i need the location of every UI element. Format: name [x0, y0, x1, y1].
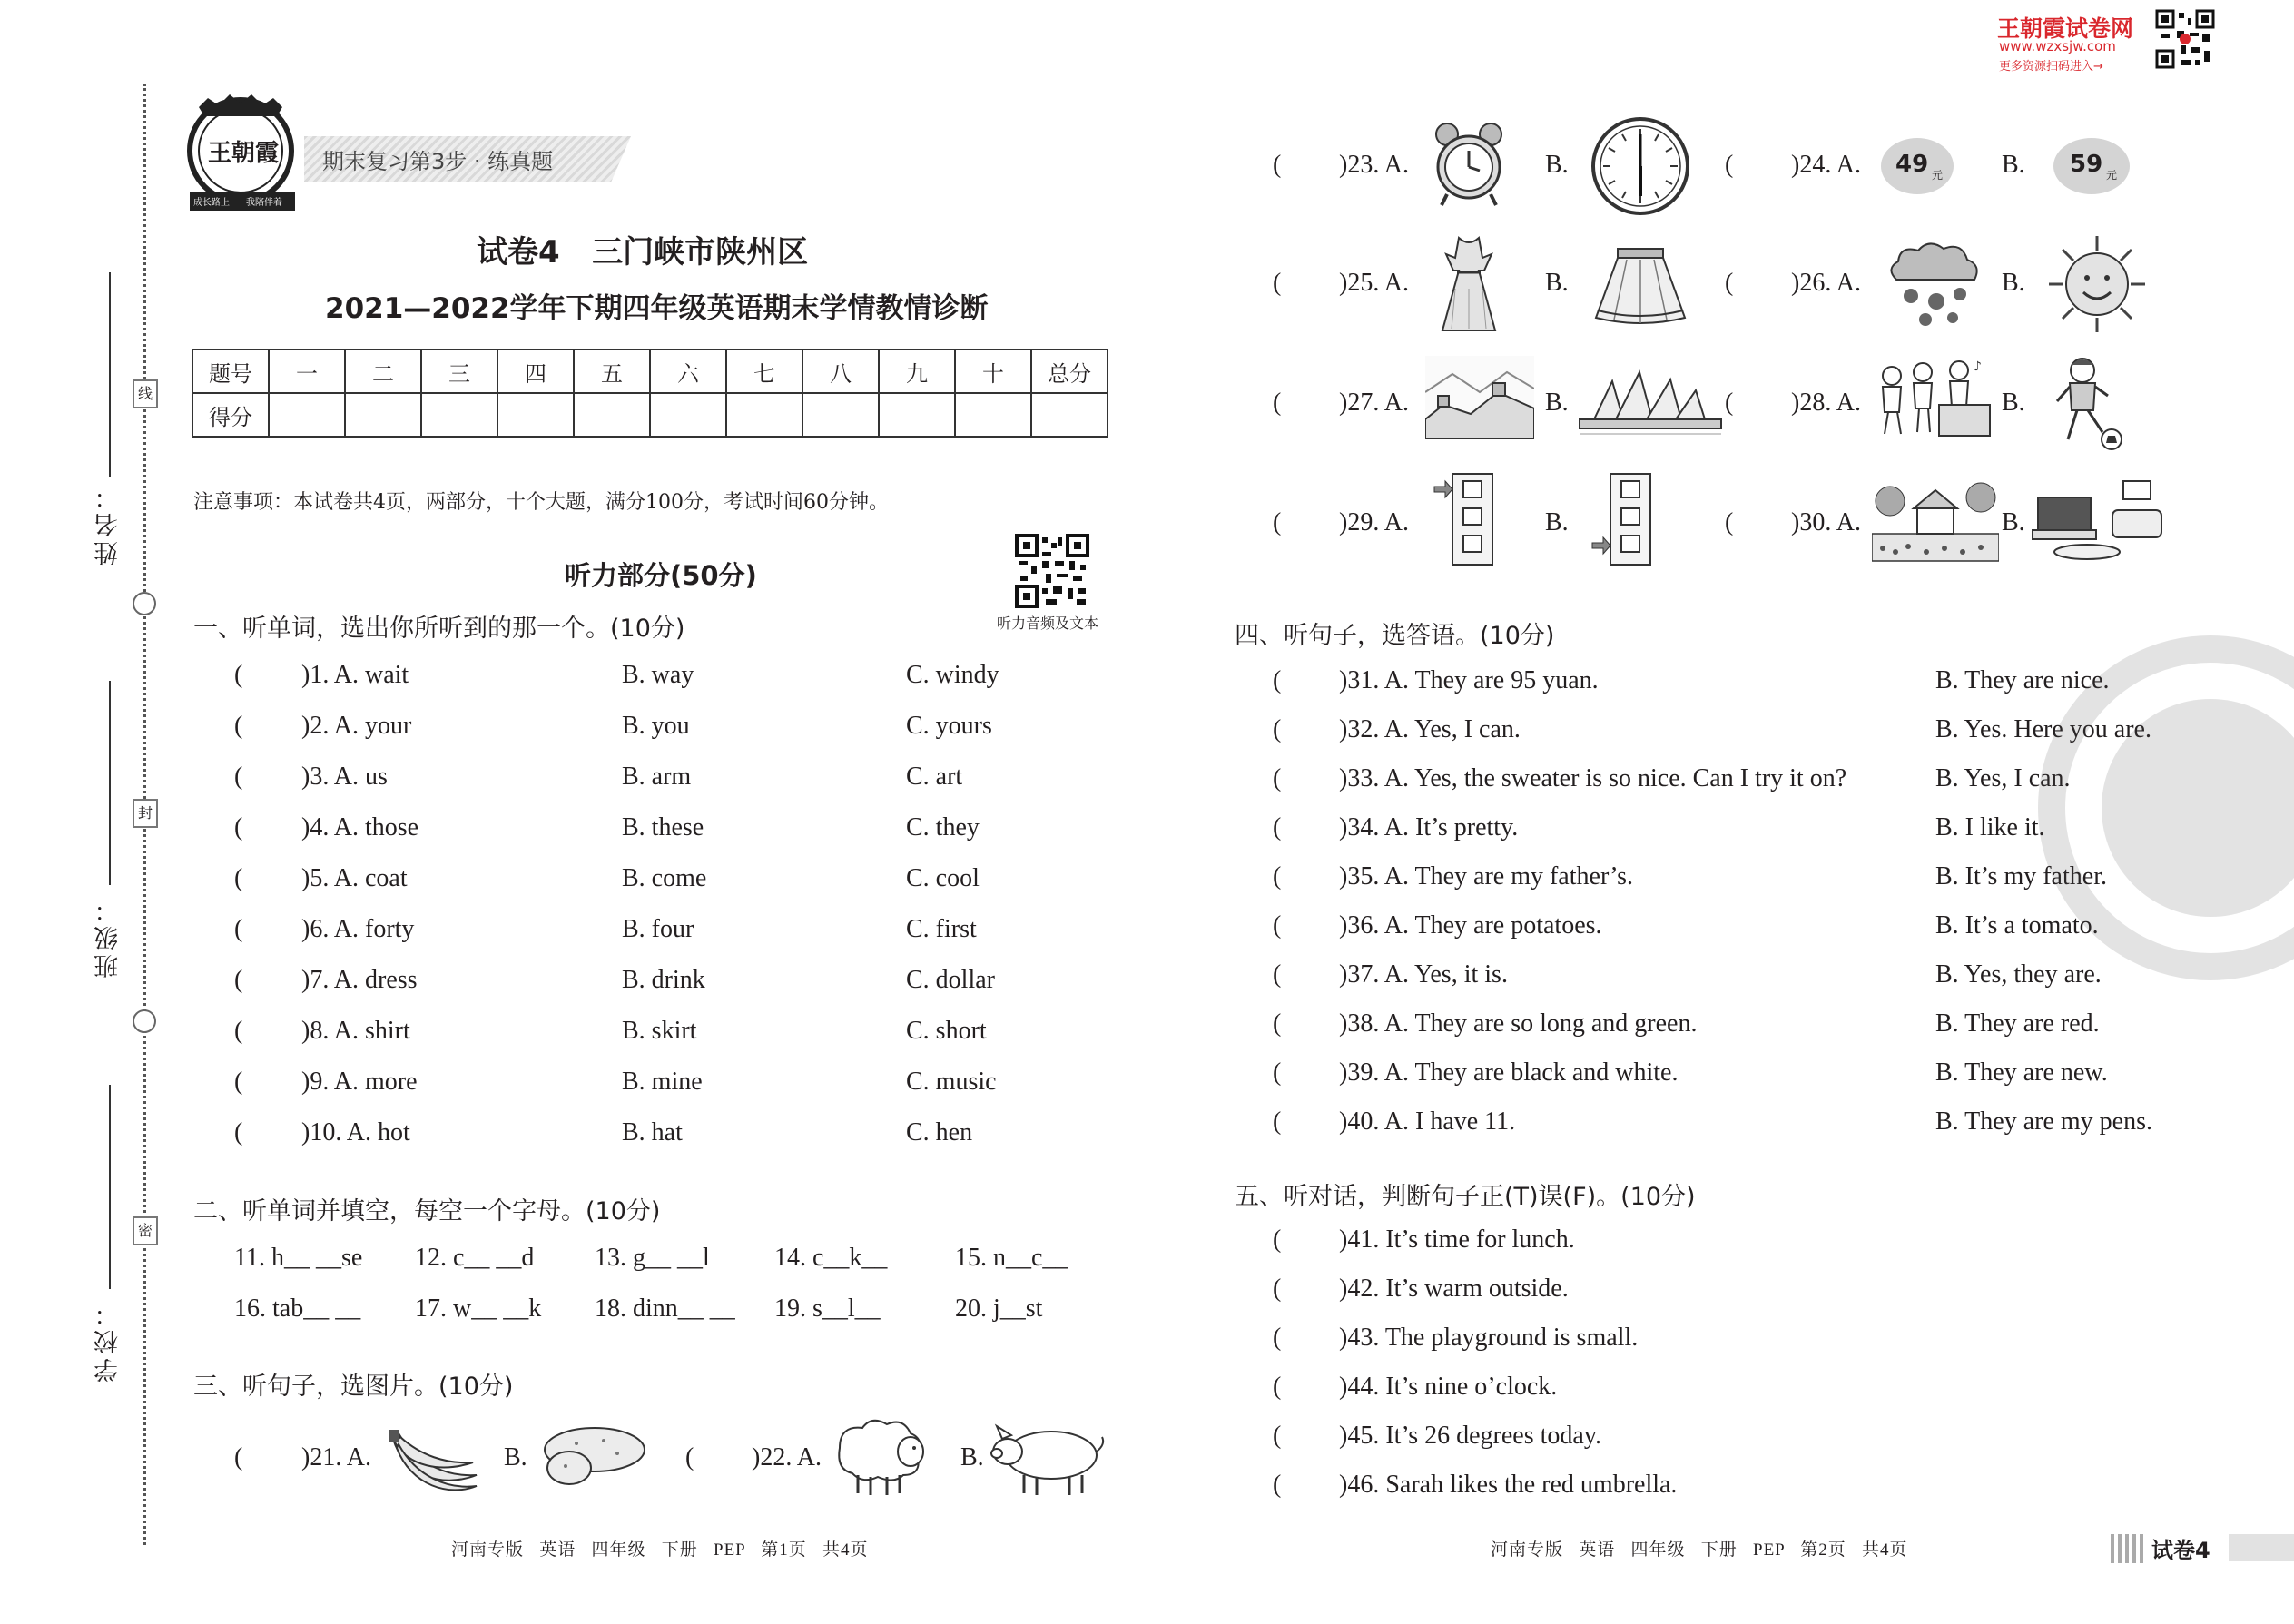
- answer-blank[interactable]: (: [1273, 813, 1282, 842]
- answer-blank[interactable]: (: [234, 763, 243, 791]
- answer-blank[interactable]: (: [234, 1443, 243, 1471]
- option-b: B. Yes, they are.: [1935, 960, 2102, 989]
- great-wall-picture[interactable]: [1425, 356, 1534, 443]
- seal-mark-feng: 封: [133, 799, 158, 828]
- answer-blank[interactable]: (: [234, 1068, 243, 1096]
- answer-blank[interactable]: (: [1725, 269, 1734, 297]
- score-cell: 二: [345, 349, 421, 393]
- option-b: B. drink: [622, 966, 705, 994]
- section1-title: 一、听单词，选出你所听到的那一个。(10分): [193, 615, 685, 643]
- option-b: B. these: [622, 813, 704, 842]
- answer-blank[interactable]: (: [1725, 151, 1734, 179]
- answer-blank[interactable]: (: [1273, 764, 1282, 792]
- price-b-unit: 元: [2106, 169, 2118, 182]
- bananas-picture[interactable]: [386, 1421, 481, 1501]
- option-a: )4. A. those: [301, 813, 419, 842]
- qr-code-icon[interactable]: [1015, 534, 1089, 608]
- answer-blank[interactable]: (: [1273, 911, 1282, 940]
- q26-b-label: B.: [2002, 269, 2025, 297]
- brand-logo-text: 王朝霞: [207, 140, 279, 167]
- score-input[interactable]: [650, 393, 726, 437]
- answer-blank[interactable]: (: [1273, 151, 1282, 179]
- fill-item[interactable]: 20. j__st: [955, 1294, 1043, 1323]
- option-a: )34. A. It’s pretty.: [1339, 813, 1519, 842]
- q28-b-label: B.: [2002, 389, 2025, 417]
- score-input[interactable]: [421, 393, 497, 437]
- name-field[interactable]: [109, 272, 111, 477]
- option-b: B. Yes, I can.: [1935, 764, 2071, 792]
- option-a: )37. A. Yes, it is.: [1339, 960, 1508, 989]
- option-c: C. short: [906, 1017, 987, 1045]
- option-c: C. they: [906, 813, 980, 842]
- answer-blank[interactable]: (: [1273, 508, 1282, 536]
- answer-blank[interactable]: (: [1273, 1373, 1282, 1401]
- score-input[interactable]: [1031, 393, 1108, 437]
- answer-blank[interactable]: (: [685, 1443, 694, 1471]
- option-b: B. skirt: [622, 1017, 697, 1045]
- option-b: B. I like it.: [1935, 813, 2045, 842]
- option-c: C. yours: [906, 712, 992, 740]
- answer-blank[interactable]: (: [1273, 1324, 1282, 1352]
- section2-title: 二、听单词并填空，每空一个字母。(10分): [193, 1197, 661, 1225]
- tf-statement: )41. It’s time for lunch.: [1339, 1225, 1575, 1254]
- option-a: )32. A. Yes, I can.: [1339, 715, 1521, 743]
- tf-statement: )46. Sarah likes the red umbrella.: [1339, 1471, 1678, 1499]
- boy-soccer-picture[interactable]: [2052, 356, 2124, 455]
- option-a: )5. A. coat: [301, 864, 408, 892]
- price-b-value: 59: [2070, 151, 2103, 178]
- score-cell: 五: [574, 349, 650, 393]
- option-c: C. windy: [906, 661, 999, 689]
- answer-blank[interactable]: (: [1273, 715, 1282, 743]
- fill-item[interactable]: 12. c__ __d: [415, 1244, 535, 1272]
- class-label: 班级：: [94, 894, 123, 979]
- score-table: [192, 349, 1108, 438]
- snowy-cloud-picture[interactable]: [1884, 238, 1984, 332]
- fill-item[interactable]: 17. w__ __k: [415, 1294, 542, 1323]
- option-a: )1. A. wait: [301, 661, 409, 689]
- option-a: )38. A. They are so long and green.: [1339, 1009, 1698, 1038]
- brand-logo: [186, 91, 300, 218]
- building-arrow-top-picture[interactable]: [1433, 470, 1505, 572]
- option-c: C. hen: [906, 1118, 973, 1147]
- q28-label: )28. A.: [1791, 389, 1861, 417]
- answer-blank[interactable]: (: [1725, 508, 1734, 536]
- score-input[interactable]: [269, 393, 345, 437]
- q27-b-label: B.: [1545, 389, 1569, 417]
- school-label: 学校：: [94, 1298, 123, 1383]
- option-a: )6. A. forty: [301, 915, 415, 943]
- answer-blank[interactable]: (: [1273, 1058, 1282, 1087]
- answer-blank[interactable]: (: [1273, 389, 1282, 417]
- option-b: B. They are new.: [1935, 1058, 2108, 1087]
- score-cell: 四: [497, 349, 574, 393]
- option-b: B. They are nice.: [1935, 666, 2110, 694]
- class-field[interactable]: [109, 681, 111, 885]
- option-c: C. cool: [906, 864, 980, 892]
- score-table-score-row: [192, 393, 1108, 437]
- score-table-header-row: [192, 349, 1108, 393]
- name-label: 姓名：: [94, 481, 123, 566]
- footer-right: 河南专版 英语 四年级 下册 PEP 第2页 共4页: [1491, 1540, 1908, 1560]
- site-qr-code-icon[interactable]: [2155, 9, 2215, 69]
- score-row-label: 得分: [192, 393, 269, 437]
- opera-house-picture[interactable]: [1576, 363, 1726, 441]
- fill-item[interactable]: 13. g__ __l: [595, 1244, 710, 1272]
- watermark-logo: [2038, 635, 2294, 980]
- answer-blank[interactable]: (: [1725, 389, 1734, 417]
- score-cell: 三: [421, 349, 497, 393]
- dress-picture[interactable]: [1437, 234, 1501, 338]
- answer-blank[interactable]: (: [1273, 1422, 1282, 1450]
- score-input[interactable]: [497, 393, 574, 437]
- answer-blank[interactable]: (: [234, 915, 243, 943]
- price-a-value: 49: [1895, 151, 1929, 178]
- q29-b-label: B.: [1545, 508, 1569, 536]
- option-b: B. They are my pens.: [1935, 1107, 2152, 1136]
- fill-item[interactable]: 15. n__c__: [955, 1244, 1068, 1272]
- logo-slogan-right: 我陪伴着: [246, 198, 282, 208]
- option-a: )33. A. Yes, the sweater is so nice. Can I try it on?: [1339, 764, 1847, 792]
- footer-tag: 试卷4: [2151, 1538, 2210, 1563]
- q24-b-label: B.: [2002, 151, 2025, 179]
- site-url[interactable]: www.wzxsjw.com: [1999, 38, 2116, 54]
- option-a: )7. A. dress: [301, 966, 418, 994]
- fill-item[interactable]: 14. c__k__: [774, 1244, 888, 1272]
- q22-label: )22. A.: [752, 1443, 822, 1471]
- footer-left: 河南专版 英语 四年级 下册 PEP 第1页 共4页: [451, 1540, 869, 1560]
- option-c: C. art: [906, 763, 963, 791]
- site-prompt: 更多资源扫码进入→: [1999, 60, 2103, 74]
- answer-blank[interactable]: (: [1273, 1009, 1282, 1038]
- answer-blank[interactable]: (: [234, 864, 243, 892]
- fill-item[interactable]: 11. h__ __se: [234, 1244, 363, 1272]
- score-cell: 八: [802, 349, 879, 393]
- score-cell: 十: [955, 349, 1031, 393]
- living-room-picture[interactable]: [2029, 474, 2165, 568]
- svg-text:♪: ♪: [1974, 359, 1982, 374]
- building-arrow-bottom-picture[interactable]: [1590, 470, 1663, 572]
- sheep-picture[interactable]: [831, 1412, 930, 1501]
- tf-statement: )43. The playground is small.: [1339, 1324, 1639, 1352]
- price-a-unit: 元: [1932, 169, 1944, 182]
- binding-circle-2: [133, 1009, 156, 1033]
- section4-title: 四、听句子，选答语。(10分): [1235, 622, 1555, 650]
- score-input[interactable]: [345, 393, 421, 437]
- listening-heading: 听力部分(50分): [565, 560, 757, 591]
- q30-b-label: B.: [2002, 508, 2025, 536]
- paper-title: 试卷4 三门峡市陕州区: [477, 234, 809, 271]
- option-b: B. four: [622, 915, 694, 943]
- answer-blank[interactable]: (: [234, 661, 243, 689]
- option-b: B. way: [622, 661, 694, 689]
- option-a: )9. A. more: [301, 1068, 418, 1096]
- option-b: B. They are red.: [1935, 1009, 2100, 1038]
- answer-blank[interactable]: (: [1273, 269, 1282, 297]
- answer-blank[interactable]: (: [234, 712, 243, 740]
- paper-subtitle: 2021—2022学年下期四年级英语期末学情教情诊断: [325, 292, 989, 325]
- step-banner-text: 期末复习第3步 · 练真题: [322, 149, 554, 174]
- option-a: )40. A. I have 11.: [1339, 1107, 1516, 1136]
- option-a: )31. A. They are 95 yuan.: [1339, 666, 1599, 694]
- answer-blank[interactable]: (: [234, 813, 243, 842]
- answer-blank[interactable]: (: [1273, 960, 1282, 989]
- answer-blank[interactable]: (: [1273, 1471, 1282, 1499]
- option-b: B. It’s a tomato.: [1935, 911, 2099, 940]
- score-cell: 六: [650, 349, 726, 393]
- q30-label: )30. A.: [1791, 508, 1861, 536]
- score-input[interactable]: [955, 393, 1031, 437]
- seal-mark-xian: 线: [133, 379, 158, 408]
- q22-b-label: B.: [960, 1443, 984, 1471]
- q29-label: )29. A.: [1339, 508, 1409, 536]
- answer-blank[interactable]: (: [1273, 666, 1282, 694]
- answer-blank[interactable]: (: [1273, 862, 1282, 891]
- score-input[interactable]: [574, 393, 650, 437]
- option-a: )8. A. shirt: [301, 1017, 410, 1045]
- section3-title: 三、听句子，选图片。(10分): [193, 1373, 514, 1401]
- footer-tag-bar: [2229, 1534, 2294, 1561]
- sun-picture[interactable]: [2047, 234, 2147, 338]
- option-a: )35. A. They are my father’s.: [1339, 862, 1633, 891]
- option-a: )10. A. hot: [301, 1118, 410, 1147]
- tf-statement: )42. It’s warm outside.: [1339, 1275, 1569, 1303]
- binding-circle-1: [133, 592, 156, 615]
- answer-blank[interactable]: (: [1273, 1107, 1282, 1136]
- q25-label: )25. A.: [1339, 269, 1409, 297]
- option-b: B. Yes. Here you are.: [1935, 715, 2151, 743]
- score-cell: 总分: [1031, 349, 1108, 393]
- logo-slogan-left: 成长路上: [193, 198, 230, 208]
- score-input[interactable]: [802, 393, 879, 437]
- q24-label: )24. A.: [1791, 151, 1861, 179]
- answer-blank[interactable]: (: [234, 966, 243, 994]
- option-b: B. come: [622, 864, 707, 892]
- score-cell: 一: [269, 349, 345, 393]
- option-b: B. mine: [622, 1068, 703, 1096]
- score-input[interactable]: [879, 393, 955, 437]
- farm-picture[interactable]: [1872, 479, 1999, 566]
- answer-blank[interactable]: (: [1273, 1275, 1282, 1303]
- answer-blank[interactable]: (: [234, 1118, 243, 1147]
- kids-playing-music-picture[interactable]: [1872, 356, 1994, 443]
- section5-title: 五、听对话，判断句子正(T)误(F)。(10分): [1235, 1183, 1696, 1211]
- option-b: B. you: [622, 712, 690, 740]
- tf-statement: )45. It’s 26 degrees today.: [1339, 1422, 1601, 1450]
- q27-label: )27. A.: [1339, 389, 1409, 417]
- option-c: C. music: [906, 1068, 997, 1096]
- option-a: )39. A. They are black and white.: [1339, 1058, 1679, 1087]
- footer-tag-pattern: [2111, 1534, 2147, 1563]
- option-b: B. hat: [622, 1118, 683, 1147]
- option-b: B. It’s my father.: [1935, 862, 2107, 891]
- school-field[interactable]: [109, 1085, 111, 1289]
- score-cell: 题号: [192, 349, 269, 393]
- pig-picture[interactable]: [988, 1412, 1115, 1501]
- q23-b-label: B.: [1545, 151, 1569, 179]
- score-cell: 七: [726, 349, 802, 393]
- option-a: )3. A. us: [301, 763, 388, 791]
- seal-mark-mi: 密: [133, 1216, 158, 1245]
- fill-item[interactable]: 19. s__l__: [774, 1294, 881, 1323]
- fill-item[interactable]: 16. tab__ __: [234, 1294, 361, 1323]
- alarm-clock-picture[interactable]: [1433, 118, 1505, 212]
- option-c: C. dollar: [906, 966, 995, 994]
- option-b: B. arm: [622, 763, 692, 791]
- notice: 注意事项：本试卷共4页，两部分，十个大题，满分100分，考试时间60分钟。: [193, 491, 889, 514]
- potatoes-picture[interactable]: [531, 1421, 649, 1492]
- q21-b-label: B.: [504, 1443, 527, 1471]
- q21-label: )21. A.: [301, 1443, 371, 1471]
- q26-label: )26. A.: [1791, 269, 1861, 297]
- score-input[interactable]: [726, 393, 802, 437]
- q25-b-label: B.: [1545, 269, 1569, 297]
- answer-blank[interactable]: (: [234, 1017, 243, 1045]
- option-c: C. first: [906, 915, 977, 943]
- qr-label: 听力音频及文本: [997, 615, 1099, 632]
- answer-blank[interactable]: (: [1273, 1225, 1282, 1254]
- wall-clock-picture[interactable]: [1590, 116, 1690, 220]
- tf-statement: )44. It’s nine o’clock.: [1339, 1373, 1558, 1401]
- option-a: )2. A. your: [301, 712, 412, 740]
- fill-item[interactable]: 18. dinn__ __: [595, 1294, 735, 1323]
- skirt-picture[interactable]: [1590, 245, 1690, 330]
- score-cell: 九: [879, 349, 955, 393]
- option-a: )36. A. They are potatoes.: [1339, 911, 1602, 940]
- q23-label: )23. A.: [1339, 151, 1409, 179]
- site-name: 王朝霞试卷网: [1997, 15, 2134, 42]
